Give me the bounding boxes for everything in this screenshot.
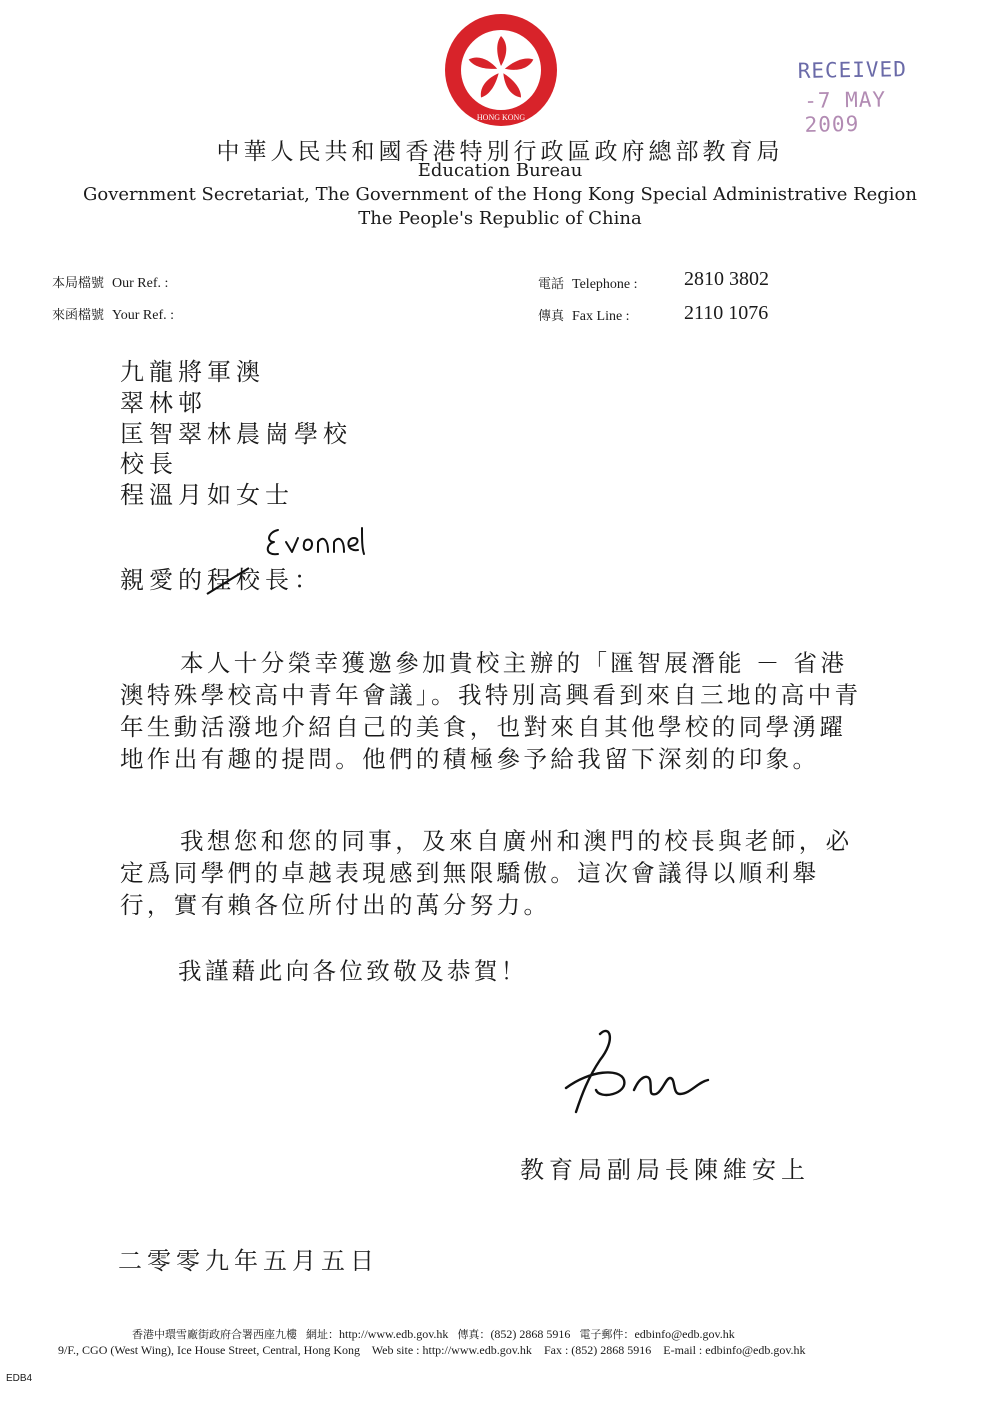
telephone-zh: 電話 — [538, 277, 565, 292]
footer-fax-zh: (852) 2868 5916 — [490, 1327, 571, 1341]
salutation-struck: 校 — [236, 566, 265, 594]
body-paragraph-3: 我謹藉此向各位致敬及恭賀！ — [178, 957, 528, 985]
footer-email-label-zh: 電子郵件： — [579, 1328, 635, 1341]
footer-fax-en: (852) 2868 5916 — [571, 1343, 652, 1357]
received-stamp-label: RECEIVED — [797, 57, 908, 83]
body-paragraph-1: 本人十分榮幸獲邀參加貴校主辦的「匯智展潛能 － 省港澳特殊學校高中青年會議」。我特別高興看到來自三地的高中青年生動活潑地介紹自己的美食，也對來自其他學校的同學湧躍地作出有趣的提問。他們的積極參予給我留下深刻的印象。 — [120, 649, 862, 773]
department-zh: 中華人民共和國香港特別行政區政府總部教育局 — [216, 139, 784, 165]
your-ref — [52, 304, 174, 324]
recipient-line-3: 匡智翠林晨崗學校 — [120, 420, 352, 448]
fax-value: 2110 1076 — [684, 302, 769, 324]
your-ref-zh: 來函檔號 — [52, 308, 105, 323]
salutation-surname: 程 — [207, 566, 236, 594]
telephone-en: Telephone : — [572, 277, 638, 292]
government-line: Government Secretariat, The Government of the Hong Kong Special Administrative Region — [83, 184, 917, 205]
footer-en — [58, 1343, 806, 1358]
salutation-prefix: 親愛的 — [120, 566, 207, 594]
footer-email-en: edbinfo@edb.gov.hk — [705, 1343, 806, 1357]
your-ref-en: Your Ref. : — [112, 308, 174, 323]
handwritten-name — [258, 520, 398, 564]
form-code: EDB4 — [6, 1373, 33, 1384]
our-ref-zh: 本局檔號 — [52, 276, 105, 291]
footer-website-zh: http://www.edb.gov.hk — [339, 1327, 449, 1341]
footer-website-en: http://www.edb.gov.hk — [422, 1343, 532, 1357]
emblem-text: HONG KONG — [476, 113, 526, 122]
country-line: The People's Republic of China — [358, 208, 642, 229]
body-paragraph-2: 我想您和您的同事，及來自廣州和澳門的校長與老師，必定爲同學們的卓越表現感到無限驕傲。這次會議得以順利舉行，實有賴各位所付出的萬分努力。 — [120, 827, 853, 919]
received-stamp-date: -7 MAY 2009 — [804, 87, 887, 137]
footer-zh — [132, 1326, 735, 1342]
footer-address-zh: 香港中環雪廠街政府合署西座九樓 — [132, 1328, 297, 1341]
recipient-line-2: 翠林邨 — [120, 389, 207, 417]
fax-zh: 傳真 — [538, 309, 565, 324]
signer-title: 教育局副局長陳維安上 — [520, 1156, 810, 1184]
telephone-value: 2810 3802 — [684, 268, 769, 290]
recipient-line-1: 九龍將軍澳 — [120, 358, 265, 386]
salutation-suffix: 長： — [265, 566, 323, 594]
our-ref — [52, 272, 168, 292]
footer-website-label-en: Web site : — [371, 1343, 420, 1357]
received-stamp — [789, 51, 920, 137]
signature — [560, 1020, 750, 1120]
fax-label — [538, 305, 630, 325]
strike-through-mark — [203, 566, 253, 596]
footer-website-label-zh: 網址： — [306, 1328, 339, 1341]
recipient-line-5: 程溫月如女士 — [120, 481, 294, 509]
hksar-emblem — [443, 12, 559, 128]
recipient-line-4: 校長 — [120, 450, 178, 478]
letter-date: 二零零九年五月五日 — [118, 1247, 379, 1275]
department-en: Education Bureau — [417, 160, 583, 181]
footer-address-en: 9/F., CGO (West Wing), Ice House Street, Central, Hong Kong — [58, 1343, 360, 1357]
footer-fax-label-en: Fax : — [543, 1343, 569, 1357]
footer-fax-label-zh: 傳真： — [457, 1328, 491, 1341]
footer-email-label-en: E-mail : — [663, 1343, 703, 1357]
telephone-label — [538, 273, 638, 293]
fax-en: Fax Line : — [572, 309, 630, 324]
footer-email-zh: edbinfo@edb.gov.hk — [634, 1327, 735, 1341]
our-ref-en: Our Ref. : — [112, 276, 169, 291]
